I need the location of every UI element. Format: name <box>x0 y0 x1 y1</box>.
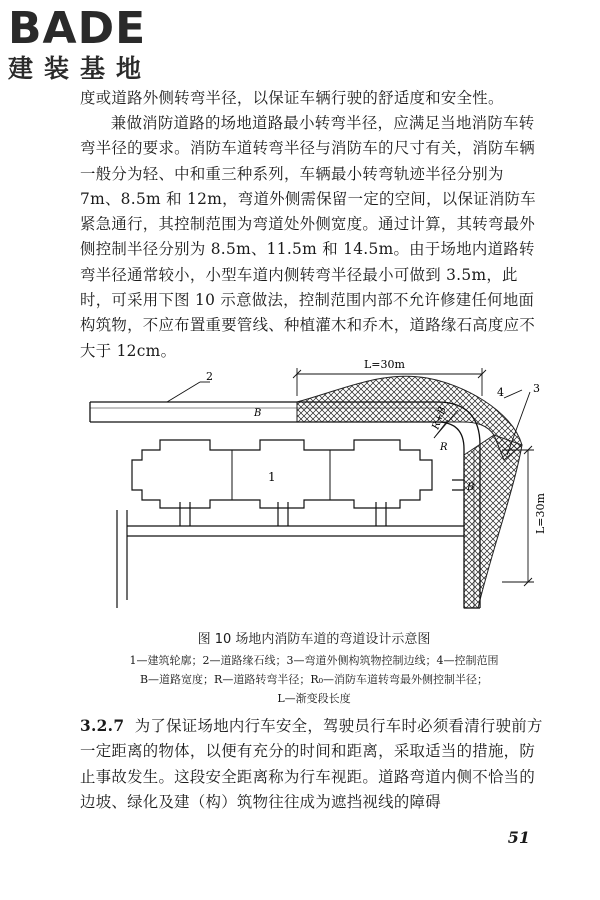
figure-curve-diagram <box>82 350 552 625</box>
curve-diagram-svg <box>82 350 552 625</box>
service-road <box>117 480 464 608</box>
section-3-2-7 <box>80 714 548 815</box>
label-b-vertical: B <box>467 482 475 493</box>
paragraph-continued: 度或道路外侧转弯半径，以保证车辆行驶的舒适度和安全性。 <box>80 89 504 107</box>
label-b-horizontal: B <box>254 408 262 419</box>
figure-legend-line-1: 1—建筑轮廓；2—道路缘石线；3—弯道外侧构筑物控制边线；4—控制范围 <box>129 654 499 667</box>
logo-wordmark: BADE <box>8 3 147 54</box>
callout-2: 2 <box>206 370 213 383</box>
label-r: R <box>440 442 448 453</box>
label-dimension-right: L=30m <box>534 493 547 534</box>
paragraph-turning-radius: 兼做消防道路的场地道路最小转弯半径，应满足当地消防车转弯半径的要求。消防车道转弯半径与消防车的尺寸有关，消防车辆一般分为轻、中和重三种系列，车辆最小转弯轨迹半径分别为 7m、8.5m 和 12m，弯道外侧需保留一定的空间，以保证消防车紧急通行，其控制范围为弯道处外侧宽度。通过计算，其转弯最外侧控制半径分别为 8.5m、11.5m 和 14.5m。由于场地内道路转弯半径通常较小，小型车道内侧转弯半径最小可做到 3.5m，此时，可采用下图 10 示意做法，控制范围内部不允许修建任何地面构筑物，不应布置重要管线、种植灌木和乔木，道路缘石高度应不大于 12cm。 <box>80 114 536 360</box>
publisher-logo <box>8 3 178 84</box>
callout-4: 4 <box>497 386 504 399</box>
callout-3: 3 <box>533 382 540 395</box>
section-number: 3.2.7 <box>80 717 125 735</box>
label-r-plus-b: R+B <box>430 405 449 432</box>
road-edges <box>90 402 480 608</box>
section-text: 为了保证场地内行车安全，驾驶员行车时必须看清行驶前方一定距离的物体，以便有充分的时间和距离，采取适当的措施，防止事故发生。这段安全距离称为行车视距。道路弯道内侧不恰当的边坡、绿化及建（构）筑物往往成为遮挡视线的障碍 <box>80 717 543 811</box>
logo-subtitle: 建装基地 <box>8 54 153 83</box>
building-outline <box>132 440 432 508</box>
label-building: 1 <box>268 470 276 484</box>
figure-legend-line-3: L—渐变段长度 <box>277 692 351 705</box>
page-number: 51 <box>507 828 530 847</box>
label-dimension-top: L=30m <box>364 358 405 371</box>
figure-legend-line-2: B—道路宽度；R—道路转弯半径；R₀—消防车道转弯最外侧控制半径； <box>139 673 489 686</box>
figure-title: 图 10 场地内消防车道的弯道设计示意图 <box>197 632 431 647</box>
